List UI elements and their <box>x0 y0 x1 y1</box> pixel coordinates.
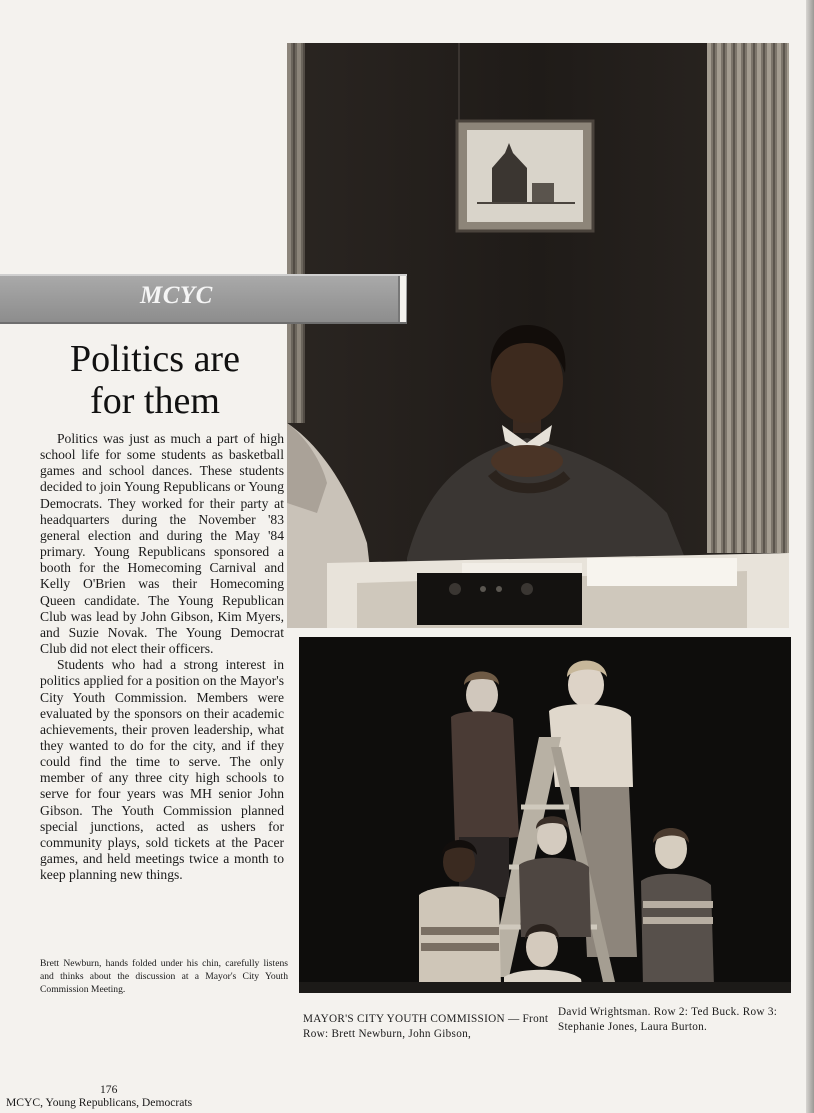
headline-line-2: for them <box>90 380 220 422</box>
photo-student-at-meeting <box>287 43 789 628</box>
page-edge-shadow <box>806 0 814 1113</box>
section-label: MCYC <box>140 282 213 309</box>
page-number: 176 <box>100 1083 118 1096</box>
headline <box>30 338 280 422</box>
group-photo-caption-part-2: David Wrightsman. Row 2: Ted Buck. Row 3: Stephanie Jones, Laura Burton. <box>558 1006 778 1033</box>
top-photo-caption: Brett Newburn, hands folded under his chin, carefully listens and thinks about the discussion at a Mayor's City Youth Commission Meeting. <box>40 958 288 995</box>
banner-end-cap <box>398 276 406 322</box>
group-photo-caption-part-1: MAYOR'S CITY YOUTH COMMISSION — Front Row: Brett Newburn, John Gibson, <box>303 1013 549 1040</box>
article-body <box>40 431 284 883</box>
headline-line-1: Politics are <box>70 338 240 380</box>
body-paragraph-1: Politics was just as much a part of high school life for some students as basketball games and school dances. These students decided to join Young Republicans or Young Democrats. They worked for their party at headquarters during the November '83 general election and during the May '84 primary. Young Republicans sponsored a booth for the Homecoming Carnival and Kelly O'Brien was their Homecoming Queen candidate. The Young Republican Club was lead by John Gibson, Kim Myers, and Suzie Novak. The Young Democrat Club did not elect their officers. <box>40 431 284 657</box>
section-banner <box>0 274 407 324</box>
photo-youth-commission-group <box>299 637 791 993</box>
folio-label: MCYC, Young Republicans, Democrats <box>6 1096 193 1109</box>
body-paragraph-2: Students who had a strong interest in politics applied for a position on the Mayor's City Youth Commission. Members were evaluated by the sponsors on their academic achievements, their proven leadership, what they wanted to do for the city, and if they could find the time to serve. The only member of any three city high schools to serve for four years was MH senior John Gibson. The Youth Commission planned special junctions, acted as ushers for community plays, sold tickets at the Pacer games, and held meetings twice a month to keep planning new things. <box>40 657 284 883</box>
